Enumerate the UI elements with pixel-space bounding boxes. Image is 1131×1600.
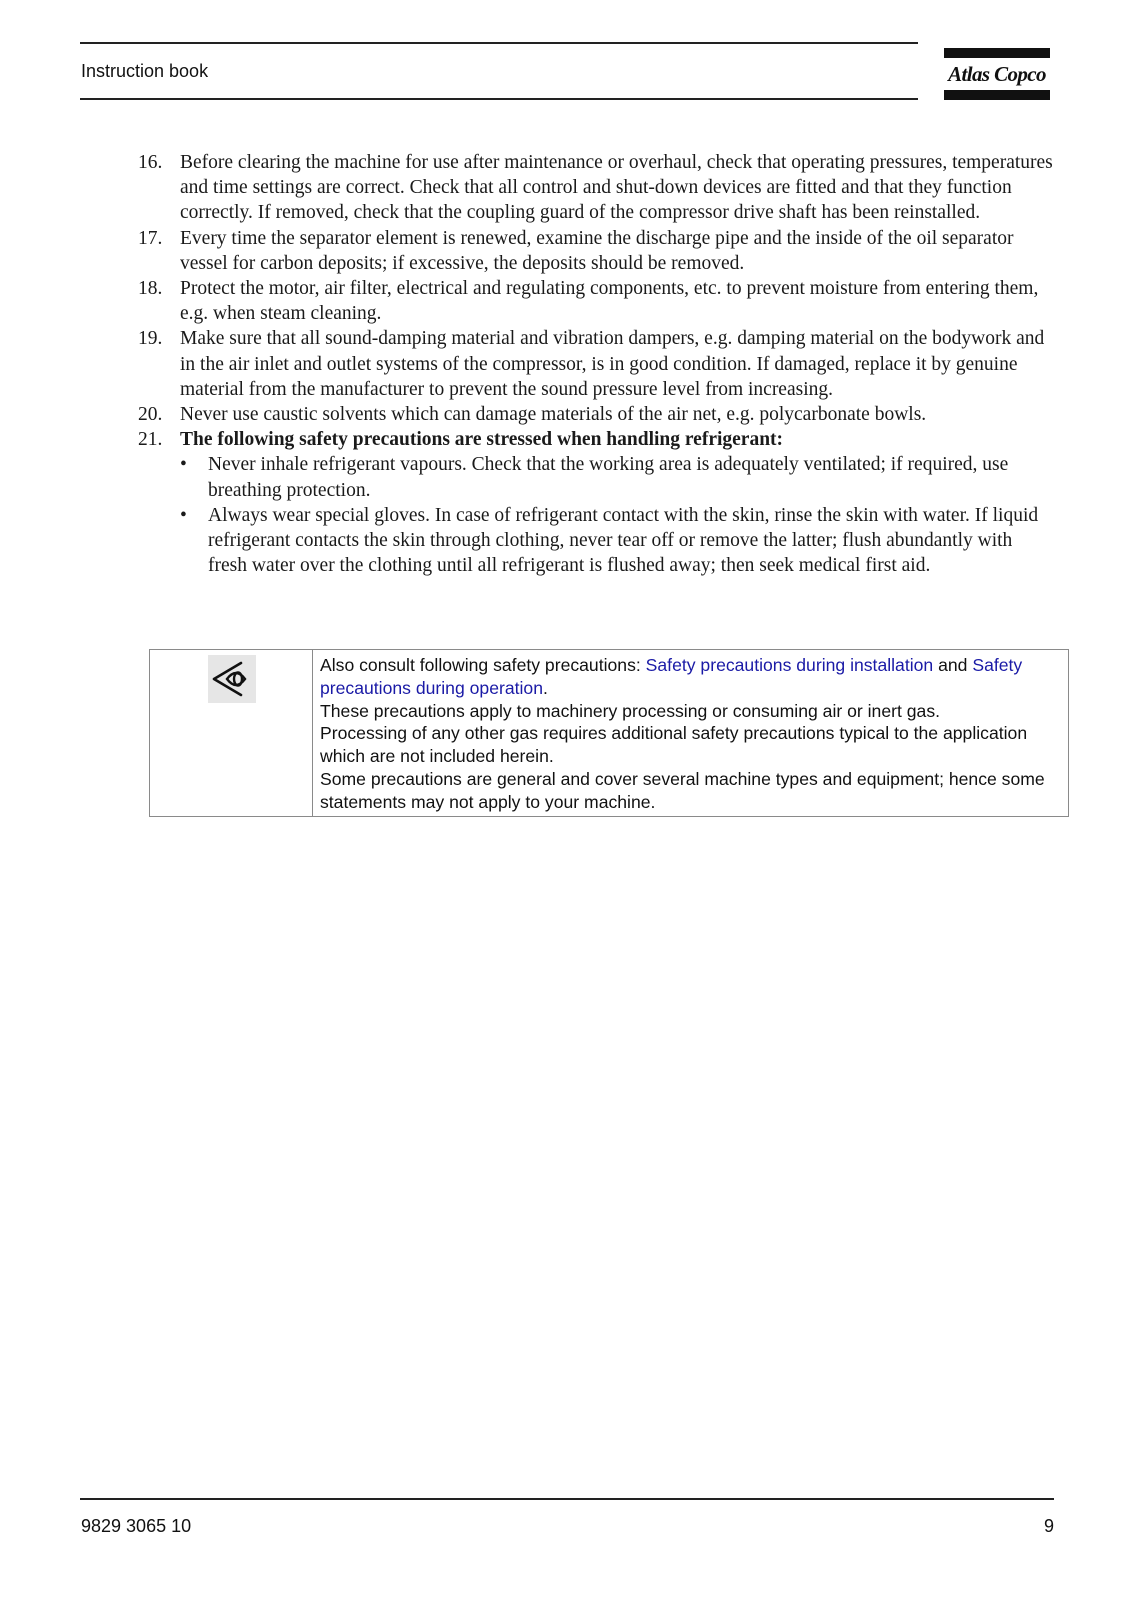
item-number: 20. — [138, 404, 163, 426]
note-period: . — [543, 677, 548, 698]
item-number: 16. — [138, 152, 163, 173]
note-line-other-gas: Processing of any other gas requires additional safety precautions typical to the application which are not included herein. — [320, 723, 1028, 767]
note-intro: Also consult following safety precautions: — [320, 655, 646, 675]
list-item-21 — [138, 427, 1053, 578]
item-heading: The following safety precautions are stressed when handling refrigerant: — [180, 429, 784, 451]
header-title: Instruction book — [81, 61, 209, 81]
link-safety-operation[interactable]: Safety precautions during operation — [320, 655, 1023, 698]
item-number: 17. — [138, 227, 163, 249]
item-text: Never use caustic solvents which can damage materials of the air net, e.g. polycarbonate bowls. — [180, 404, 927, 426]
logo-text: Atlas Copco — [948, 62, 1046, 86]
note-line-air-gas: These precautions apply to machinery processing or consuming air or inert gas. — [320, 700, 940, 721]
atlas-copco-logo — [944, 48, 1050, 100]
refrigerant-bullet-list — [180, 452, 1053, 578]
logo-top-bar — [944, 48, 1050, 58]
item-number: 18. — [138, 278, 163, 300]
link-safety-installation[interactable]: Safety precautions during installation — [645, 655, 934, 675]
item-number: 19. — [138, 328, 163, 350]
note-icon-cell — [150, 650, 313, 816]
item-text: Before clearing the machine for use after maintenance or overhaul, check that operating pressures, temperatures and time settings are correct. Check that all control and shut-down devices are fitted and that they function correctly. If removed, check that the coupling guard of the compressor drive shaft has been reinstalled. — [180, 152, 1053, 224]
item-text: Make sure that all sound-damping material and vibration dampers, e.g. damping material on the bodywork and in the air inlet and outlet systems of the compressor, is in good condition. If damaged, replace it by genuine material from the manufacturer to prevent the sound pressure level from increasing. — [180, 328, 1045, 400]
note-consult-line — [320, 654, 1066, 700]
header-top-rule — [80, 42, 918, 44]
footer-document-number: 9829 3065 10 — [81, 1516, 192, 1536]
bullet-symbol: • — [180, 504, 187, 526]
safety-list-section — [138, 150, 1053, 578]
logo-bottom-bar — [944, 90, 1050, 100]
safety-precautions-list — [138, 150, 1053, 578]
bullet-text: Always wear special gloves. In case of refrigerant contact with the skin, rinse the skin with water. If liquid refrigerant contacts the skin through clothing, never tear off or remove the latter; flush abundantly with fresh water over the clothing until all refrigerant is flushed away; then seek medical first aid. — [208, 504, 1039, 577]
bullet-symbol: • — [180, 454, 187, 476]
note-text — [320, 654, 1066, 814]
footer-page-number: 9 — [1043, 1516, 1054, 1536]
note-and: and — [933, 655, 973, 675]
footer-rule — [80, 1498, 1054, 1500]
bullet-item-gloves — [180, 503, 1053, 579]
item-text: Every time the separator element is renewed, examine the discharge pipe and the inside of the oil separator vessel for carbon deposits; if excessive, the deposits should be removed. — [180, 227, 1014, 274]
note-line-general: Some precautions are general and cover several machine types and equipment; hence some statements may not apply to your machine. — [320, 768, 1045, 812]
eye-caution-icon — [208, 655, 256, 703]
list-item-20 — [138, 402, 1053, 427]
item-text: Protect the motor, air filter, electrical and regulating components, etc. to prevent moisture from entering them, e.g. when steam cleaning. — [180, 278, 1039, 325]
header-bottom-rule — [80, 98, 918, 100]
note-box — [149, 649, 1069, 817]
list-item-18 — [138, 276, 1053, 326]
list-item-17 — [138, 226, 1053, 276]
bullet-text: Never inhale refrigerant vapours. Check that the working area is adequately ventilated; if required, use breathing protection. — [208, 454, 1009, 501]
item-number: 21. — [138, 429, 163, 451]
list-item-16 — [138, 150, 1053, 226]
list-item-19 — [138, 326, 1053, 402]
bullet-item-inhale — [180, 452, 1053, 502]
